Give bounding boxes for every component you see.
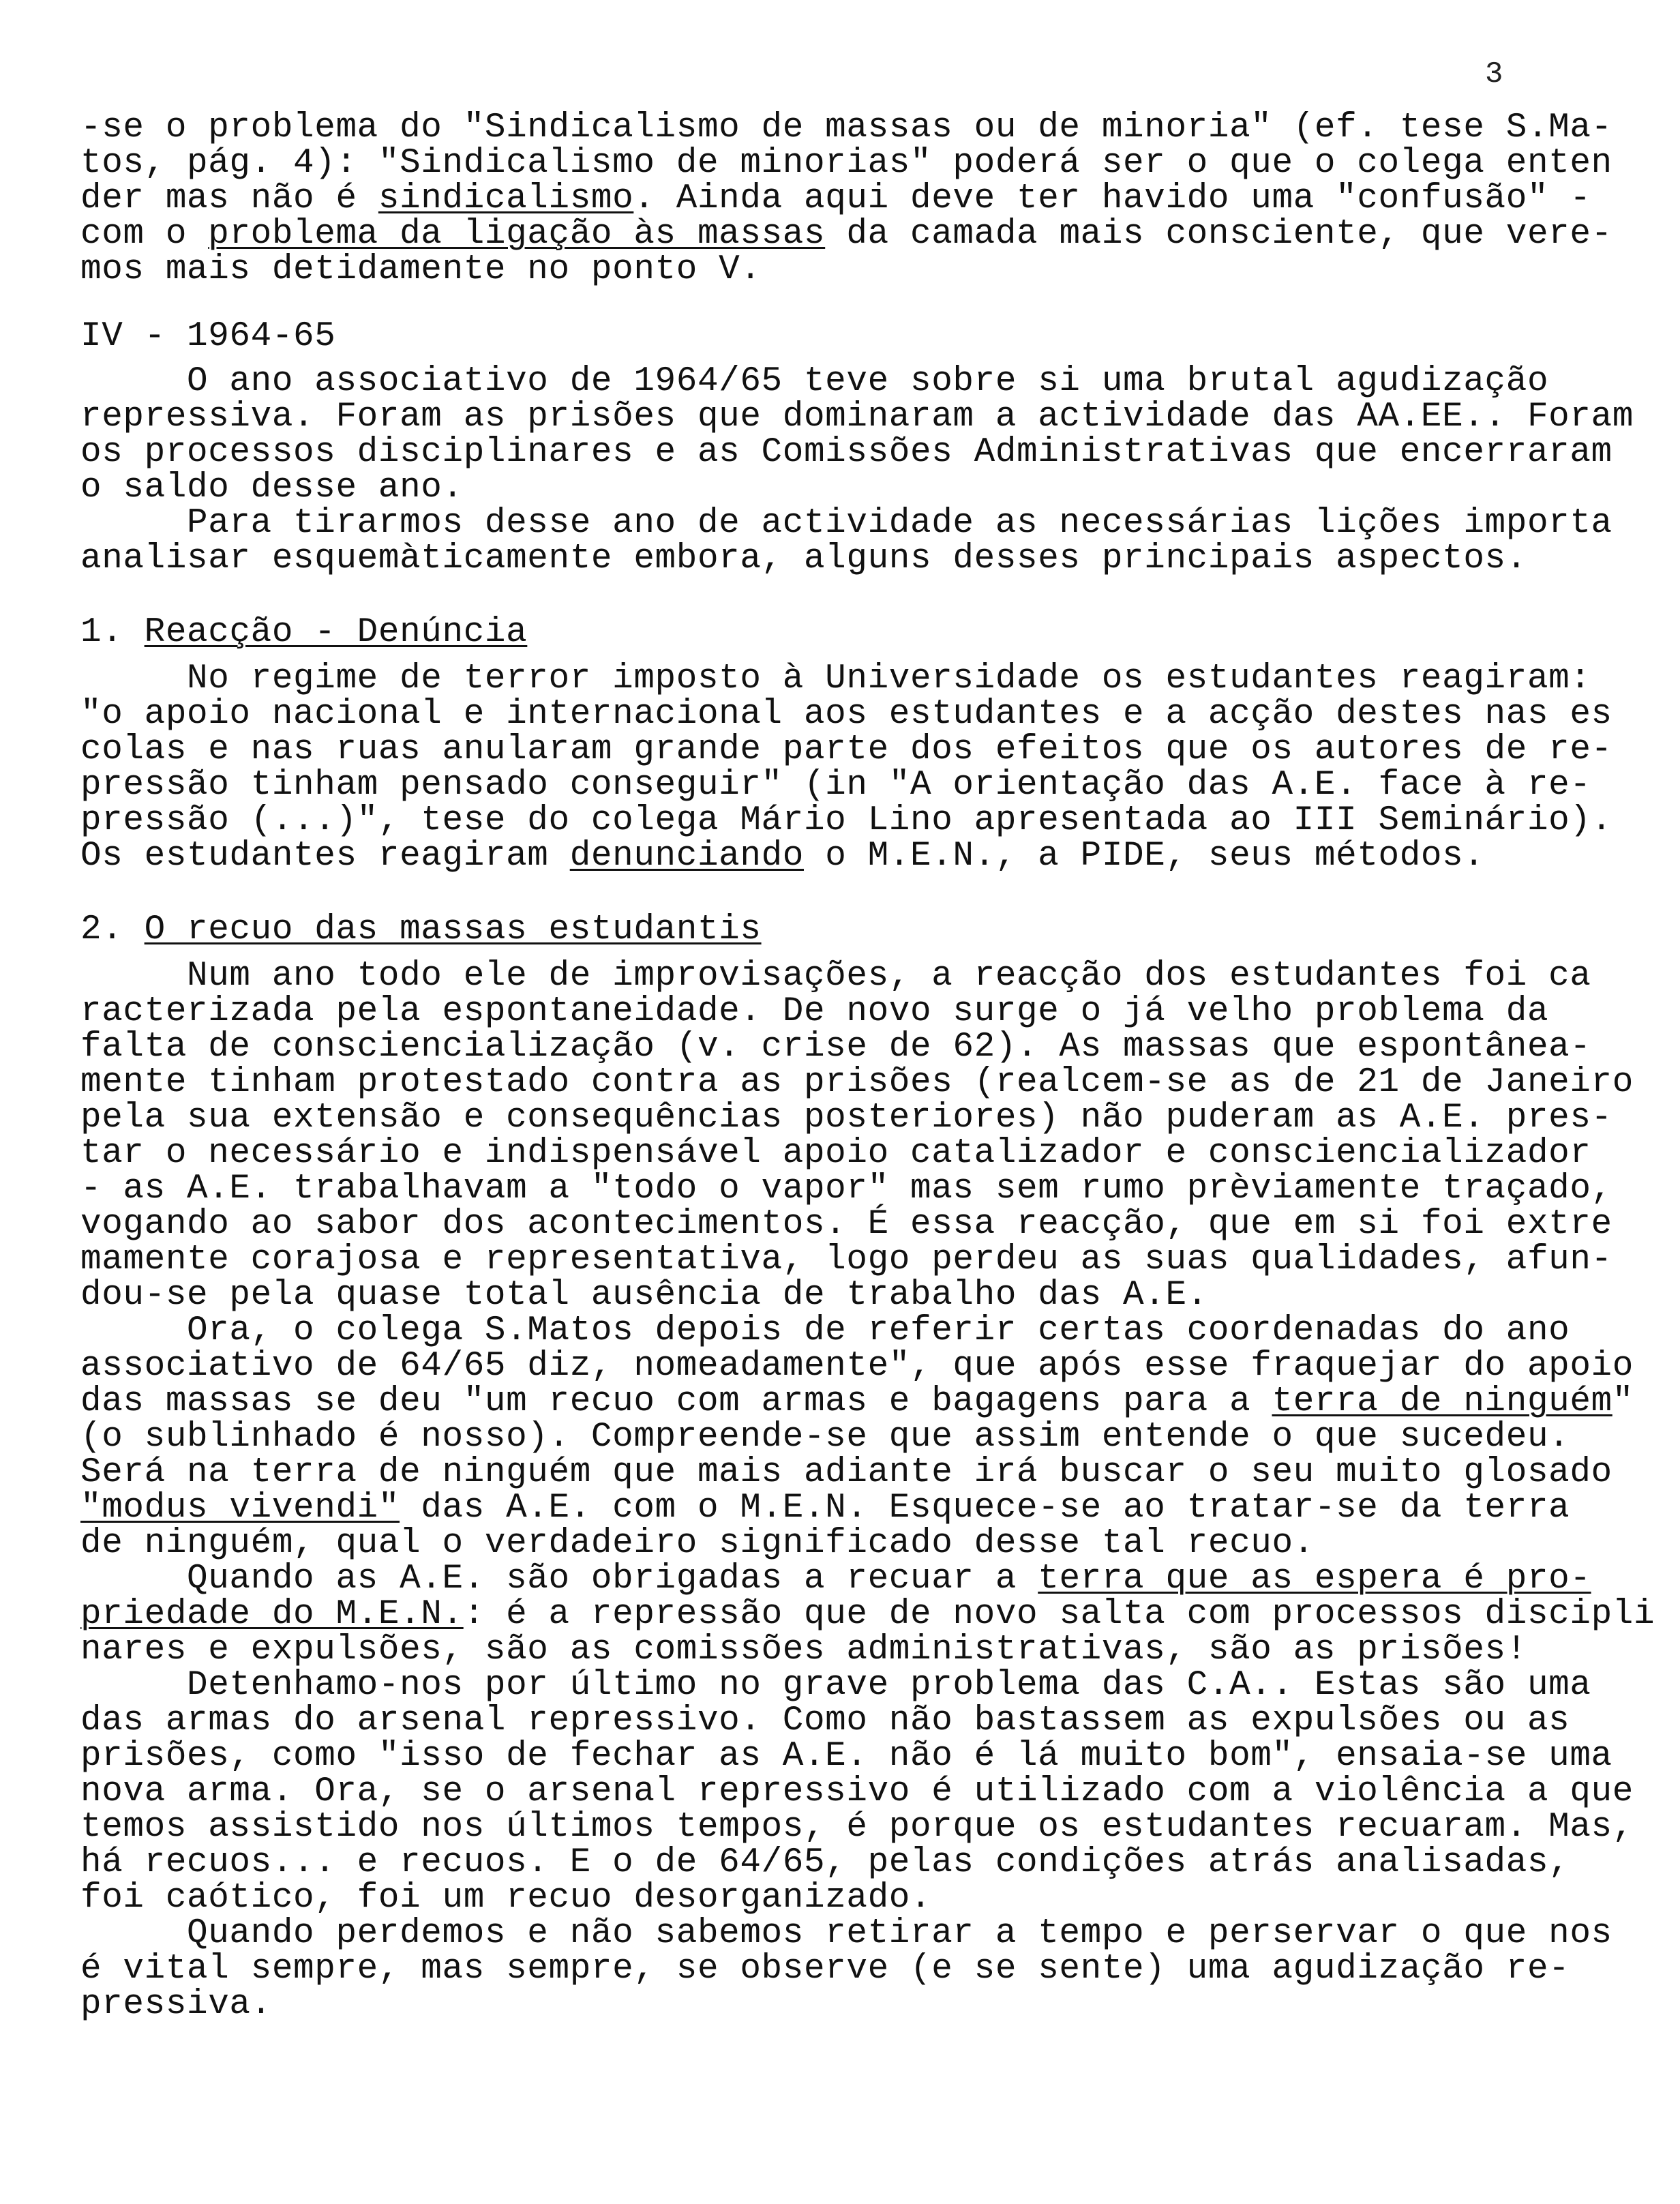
text-span: associativo de 64/65 diz, nomeadamente", que após esse fraquejar do apoio: [80, 1347, 1634, 1386]
text-span: mente tinham protestado contra as prisões (realcem-se as de 21 de Janeiro: [80, 1063, 1634, 1102]
text-line: [80, 1596, 1655, 1634]
text-line: [80, 145, 1612, 183]
text-span: nares e expulsões, são as comissões administrativas, são as prisões!: [80, 1630, 1527, 1669]
text-span: falta de consciencialização (v. crise de 62). As massas que espontânea-: [80, 1028, 1591, 1067]
underlined-text: terra que as espera é pro-: [1038, 1560, 1591, 1598]
text-span: tar o necessário e indispensável apoio catalizador e consciencializador: [80, 1134, 1591, 1173]
text-span: o M.E.N., a PIDE, seus métodos.: [803, 837, 1485, 876]
text-line: [80, 109, 1612, 147]
text-span: . Ainda aqui deve ter havido uma "confusão" -: [633, 179, 1591, 218]
text-line: [80, 837, 1485, 876]
text-span: das massas se deu "um recuo com armas e bagagens para a: [80, 1382, 1272, 1421]
text-line: [80, 215, 1612, 254]
page-number: 3: [1485, 57, 1503, 91]
text-span: - as A.E. trabalhavam a "todo o vapor" mas sem rumo prèviamente traçado,: [80, 1170, 1612, 1208]
text-span: com o: [80, 215, 209, 254]
text-line: [80, 1525, 1315, 1563]
text-line: [80, 1347, 1634, 1386]
text-span: Será na terra de ninguém que mais adiante irá buscar o seu muito glosado: [80, 1453, 1612, 1492]
text-line: [80, 1312, 1570, 1350]
text-span: das A.E. com o M.E.N. Esquece-se ao tratar-se da terra: [400, 1489, 1570, 1528]
underlined-text: terra de ninguém: [1272, 1382, 1612, 1421]
text-span: Num ano todo ele de improvisações, a reacção dos estudantes foi ca: [80, 957, 1591, 996]
text-span: de ninguém, qual o verdadeiro significado desse tal recuo.: [80, 1524, 1315, 1563]
text-line: [80, 505, 1612, 543]
text-line: [80, 1560, 1591, 1598]
text-span: repressiva. Foram as prisões que dominaram a actividade das AA.EE.. Foram: [80, 398, 1634, 436]
text-line: [80, 1135, 1591, 1173]
text-span: temos assistido nos últimos tempos, é porque os estudantes recuaram. Mas,: [80, 1808, 1634, 1847]
text-span: há recuos... e recuos. E o de 64/65, pelas condições atrás analisadas,: [80, 1843, 1570, 1882]
text-span: pela sua extensão e consequências posteriores) não puderam as A.E. pres-: [80, 1099, 1612, 1137]
text-span: Quando as A.E. são obrigadas a recuar a: [80, 1560, 1038, 1598]
text-line: [80, 957, 1591, 996]
underlined-text: problema da ligação às massas: [208, 215, 826, 254]
text-line: [80, 1241, 1612, 1279]
text-line: [80, 1383, 1634, 1421]
text-span: No regime de terror imposto à Universidade os estudantes reagiram:: [80, 659, 1591, 698]
text-span: (o sublinhado é nosso). Compreende-se que assim entende o que sucedeu.: [80, 1418, 1570, 1457]
text-span: nova arma. Ora, se o arsenal repressivo é utilizado com a violência a que: [80, 1772, 1634, 1811]
text-line: [80, 993, 1548, 1031]
text-span: tos, pág. 4): "Sindicalismo de minorias" poderá ser o que o colega enten: [80, 144, 1612, 183]
text-line: [80, 398, 1634, 436]
text-line: [80, 1915, 1612, 1953]
text-line: [80, 1418, 1570, 1457]
text-line: [80, 251, 762, 289]
text-span: 2.: [80, 910, 145, 949]
text-line: [80, 1986, 272, 2024]
text-line: [80, 614, 527, 652]
text-span: da camada mais consciente, que vere-: [825, 215, 1612, 254]
text-line: [80, 1950, 1570, 1989]
text-span: racterizada pela espontaneidade. De novo surge o já velho problema da: [80, 992, 1549, 1031]
text-span: O ano associativo de 1964/65 teve sobre si uma brutal agudização: [80, 362, 1549, 401]
text-line: [80, 180, 1591, 218]
text-line: [80, 1170, 1612, 1208]
text-span: prisões, como "isso de fechar as A.E. não é lá muito bom", ensaia-se uma: [80, 1737, 1612, 1776]
text-line: [80, 731, 1612, 769]
text-span: pressiva.: [80, 1985, 272, 2024]
text-span: Os estudantes reagiram: [80, 837, 570, 876]
text-line: [80, 318, 335, 356]
text-span: pressão (...)", tese do colega Mário Lino apresentada ao III Seminário).: [80, 801, 1612, 840]
text-span: das armas do arsenal repressivo. Como não bastassem as expulsões ou as: [80, 1701, 1570, 1740]
underlined-text: Reacção - Denúncia: [144, 613, 528, 652]
text-line: [80, 1064, 1634, 1102]
text-line: [80, 1879, 931, 1918]
text-span: vogando ao sabor dos acontecimentos. É essa reacção, que em si foi extre: [80, 1205, 1612, 1244]
text-line: [80, 1489, 1570, 1528]
underlined-text: "modus vivendi": [80, 1489, 400, 1528]
text-line: [80, 469, 464, 507]
text-line: [80, 1277, 1208, 1315]
text-span: é vital sempre, mas sempre, se observe (e se sente) uma agudização re-: [80, 1950, 1570, 1989]
text-line: [80, 540, 1527, 578]
text-line: [80, 766, 1591, 805]
underlined-text: sindicalismo: [378, 179, 634, 218]
text-line: [80, 1206, 1612, 1244]
underlined-text: priedade do M.E.N.: [80, 1595, 464, 1634]
text-line: [80, 911, 762, 949]
text-span: o saldo desse ano.: [80, 468, 464, 507]
text-line: [80, 1773, 1634, 1811]
text-span: pressão tinham pensado conseguir" (in "A orientação das A.E. face à re-: [80, 766, 1591, 805]
text-span: der mas não é: [80, 179, 378, 218]
text-line: [80, 1099, 1612, 1137]
text-line: [80, 1667, 1591, 1705]
text-span: Para tirarmos desse ano de actividade as necessárias lições importa: [80, 504, 1612, 543]
text-span: Detenhamo-nos por último no grave problema das C.A.. Estas são uma: [80, 1666, 1591, 1705]
underlined-text: O recuo das massas estudantis: [144, 910, 762, 949]
text-span: Ora, o colega S.Matos depois de referir certas coordenadas do ano: [80, 1311, 1570, 1350]
text-span: foi caótico, foi um recuo desorganizado.: [80, 1879, 932, 1918]
text-line: [80, 1631, 1527, 1669]
text-span: analisar esquemàticamente embora, alguns desses principais aspectos.: [80, 539, 1527, 578]
text-span: dou-se pela quase total ausência de trabalho das A.E.: [80, 1276, 1208, 1315]
text-line: [80, 1702, 1570, 1740]
text-line: [80, 1028, 1591, 1067]
text-line: [80, 363, 1548, 401]
text-line: [80, 1738, 1612, 1776]
underlined-text: denunciando: [569, 837, 804, 876]
text-line: [80, 1844, 1570, 1882]
text-span: os processos disciplinares e as Comissões Administrativas que encerraram: [80, 433, 1612, 472]
text-span: "o apoio nacional e internacional aos estudantes e a acção destes nas es: [80, 695, 1612, 734]
text-span: 1.: [80, 613, 145, 652]
text-line: [80, 696, 1612, 734]
text-span: Quando perdemos e não sabemos retirar a tempo e perservar o que nos: [80, 1914, 1612, 1953]
text-line: [80, 434, 1612, 472]
text-span: -se o problema do "Sindicalismo de massas ou de minoria" (ef. tese S.Ma-: [80, 108, 1612, 147]
text-line: [80, 660, 1591, 698]
text-span: : é a repressão que de novo salta com processos discipli: [463, 1595, 1655, 1634]
text-span: mos mais detidamente no ponto V.: [80, 250, 762, 289]
text-span: ": [1612, 1382, 1634, 1421]
text-line: [80, 802, 1612, 840]
text-span: colas e nas ruas anularam grande parte dos efeitos que os autores de re-: [80, 730, 1612, 769]
text-span: IV - 1964-65: [80, 317, 336, 356]
text-line: [80, 1808, 1634, 1847]
text-span: mamente corajosa e representativa, logo perdeu as suas qualidades, afun-: [80, 1240, 1612, 1279]
text-line: [80, 1454, 1612, 1492]
